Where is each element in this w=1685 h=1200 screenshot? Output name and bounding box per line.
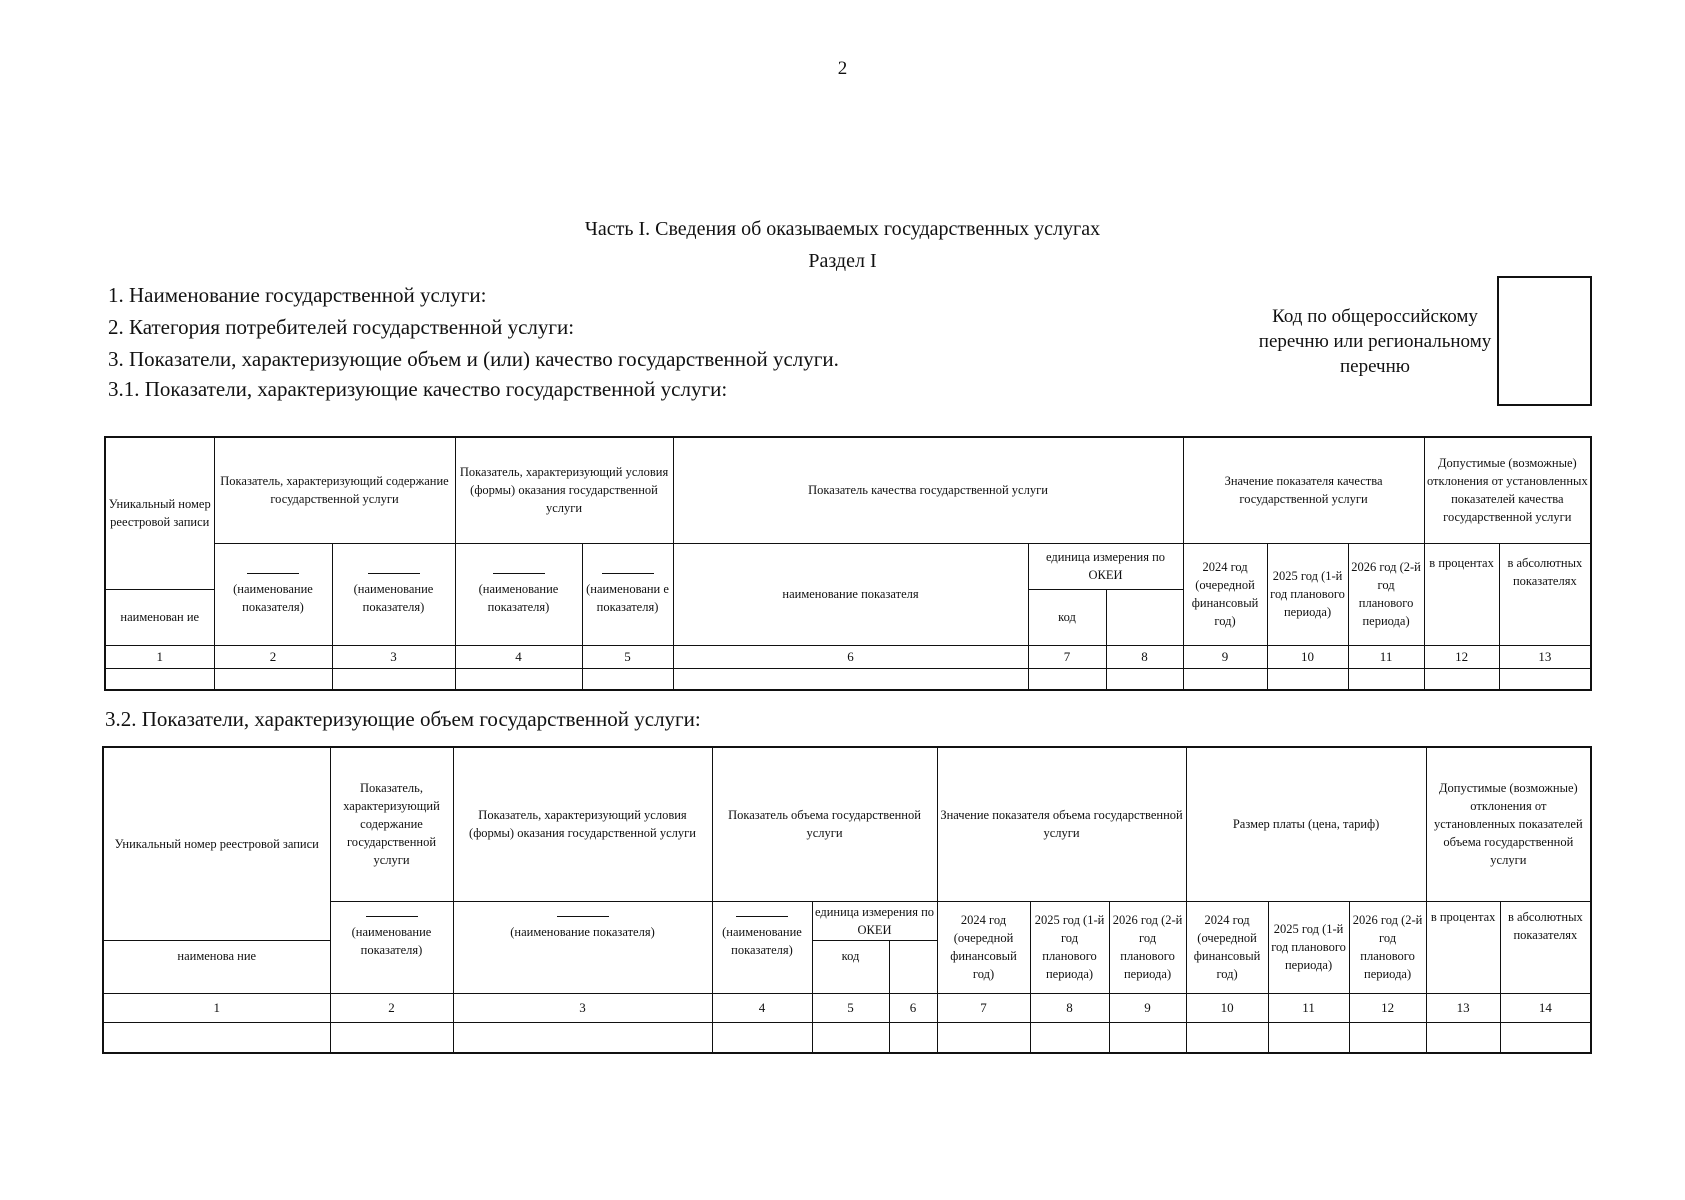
column-number: 7 [937, 993, 1030, 1022]
volume-indicator-1-header [712, 901, 812, 993]
column-number: 1 [105, 645, 214, 668]
blank-underline [493, 573, 545, 574]
page-number: 2 [837, 58, 848, 79]
column-number: 12 [1424, 645, 1499, 668]
column-number: 10 [1267, 645, 1348, 668]
table-cell[interactable] [103, 1022, 330, 1053]
column-number: 3 [453, 993, 712, 1022]
value-2024-header: 2024 год (очередной финансовый год) [937, 901, 1030, 993]
absolute-header: в абсолютных показателях [1499, 543, 1591, 645]
quality-value-header: Значение показателя качества государственной услуги [1183, 437, 1424, 543]
content-indicator-header: Показатель, характеризующий содержание государственной услуги [330, 747, 453, 901]
table-cell[interactable] [1106, 668, 1183, 690]
okei-unit-header: единица измерения по ОКЕИ [812, 901, 937, 940]
allowed-deviation-header: Допустимые (возможные) отклонения от установленных показателей объема государственной услуги [1426, 747, 1591, 901]
table-cell[interactable] [455, 668, 582, 690]
column-number: 6 [673, 645, 1028, 668]
table-cell[interactable] [1348, 668, 1424, 690]
indicator-name-caption: (наименование показателя) [233, 581, 313, 614]
conditions-indicator-2-header [582, 543, 673, 645]
blank-underline [368, 573, 420, 574]
table-cell[interactable] [1030, 1022, 1109, 1053]
unit-name-header: наименова ние [103, 940, 330, 993]
table-cell[interactable] [889, 1022, 937, 1053]
column-number: 2 [330, 993, 453, 1022]
table-cell[interactable] [1426, 1022, 1500, 1053]
column-number: 1 [103, 993, 330, 1022]
column-number: 12 [1349, 993, 1426, 1022]
table-cell[interactable] [1500, 1022, 1591, 1053]
volume-indicators-table [102, 746, 1592, 1054]
quality-indicators-heading: 3.1. Показатели, характеризующие качество государственной услуги: [108, 377, 728, 401]
percent-header: в процентах [1426, 901, 1500, 993]
column-number: 8 [1030, 993, 1109, 1022]
quality-indicators-table [104, 436, 1592, 691]
unique-record-number-header: Уникальный номер реестровой записи [105, 437, 214, 589]
indicator-name-caption: (наименование показателя) [478, 581, 559, 614]
conditions-indicator-header: Показатель, характеризующий условия (формы) оказания государственной услуги [453, 747, 712, 901]
blank-underline [247, 573, 299, 574]
column-number: 5 [812, 993, 889, 1022]
allowed-deviation-header: Допустимые (возможные) отклонения от установленных показателей качества государственной услуги [1424, 437, 1591, 543]
indicators-line: 3. Показатели, характеризующие объем и (или) качество государственной услуги. [108, 347, 839, 371]
table-cell[interactable] [1028, 668, 1106, 690]
consumer-category-line: 2. Категория потребителей государственной услуги: [108, 315, 575, 339]
column-number: 11 [1268, 993, 1349, 1022]
table-cell[interactable] [1109, 1022, 1186, 1053]
column-number: 4 [712, 993, 812, 1022]
unique-record-number-header: Уникальный номер реестровой записи [103, 747, 330, 940]
content-indicator-header: Показатель, характеризующий содержание государственной услуги [214, 437, 455, 543]
table-cell[interactable] [332, 668, 455, 690]
section-title: Раздел I [808, 250, 877, 272]
table-cell[interactable] [1186, 1022, 1268, 1053]
blank-underline [602, 573, 654, 574]
indicator-name-caption: (наименование показателя) [722, 924, 802, 957]
table-cell[interactable] [673, 668, 1028, 690]
year-2026-header: 2026 год (2-й год планового периода) [1348, 543, 1424, 645]
unit-code-header: код [812, 940, 889, 993]
table-row [105, 668, 1591, 690]
conditions-indicator-1-header [455, 543, 582, 645]
column-number: 5 [582, 645, 673, 668]
content-indicator-2-header [332, 543, 455, 645]
column-number: 4 [455, 645, 582, 668]
indicator-name-caption: (наименование показателя) [351, 924, 432, 957]
blank-underline [366, 916, 418, 917]
okei-unit-header: единица измерения по ОКЕИ [1028, 543, 1183, 589]
indicator-name-caption: (наименование показателя) [510, 924, 655, 939]
column-number: 8 [1106, 645, 1183, 668]
year-2024-header: 2024 год (очередной финансовый год) [1183, 543, 1267, 645]
registry-code-box[interactable] [1497, 276, 1592, 406]
table-cell[interactable] [937, 1022, 1030, 1053]
year-2025-header: 2025 год (1-й год планового периода) [1267, 543, 1348, 645]
part-title: Часть I. Сведения об оказываемых государственных услугах [584, 218, 1101, 240]
table-cell[interactable] [453, 1022, 712, 1053]
content-indicator-1-header [330, 901, 453, 993]
conditions-indicator-1-header [453, 901, 712, 993]
volume-indicators-heading: 3.2. Показатели, характеризующие объем государственной услуги: [105, 707, 701, 731]
column-number: 2 [214, 645, 332, 668]
blank-underline [736, 916, 788, 917]
table-cell[interactable] [1349, 1022, 1426, 1053]
table-cell[interactable] [330, 1022, 453, 1053]
unit-name-header: наименован ие [105, 589, 214, 645]
column-number: 9 [1183, 645, 1267, 668]
table-cell[interactable] [1499, 668, 1591, 690]
indicator-name-header: наименование показателя [673, 543, 1028, 645]
table-cell[interactable] [214, 668, 332, 690]
indicator-name-caption: (наименовани е показателя) [586, 581, 669, 614]
fee-2026-header: 2026 год (2-й год планового периода) [1349, 901, 1426, 993]
content-indicator-1-header [214, 543, 332, 645]
blank-underline [557, 916, 609, 917]
fee-2024-header: 2024 год (очередной финансовый год) [1186, 901, 1268, 993]
column-number: 10 [1186, 993, 1268, 1022]
conditions-indicator-header: Показатель, характеризующий условия (формы) оказания государственной услуги [455, 437, 673, 543]
table-cell[interactable] [812, 1022, 889, 1053]
column-number: 3 [332, 645, 455, 668]
table-cell[interactable] [1268, 1022, 1349, 1053]
fee-header: Размер платы (цена, тариф) [1186, 747, 1426, 901]
column-number: 13 [1426, 993, 1500, 1022]
indicator-name-caption: (наименование показателя) [353, 581, 434, 614]
column-number: 11 [1348, 645, 1424, 668]
column-number: 13 [1499, 645, 1591, 668]
table-row [103, 1022, 1591, 1053]
value-2025-header: 2025 год (1-й год планового периода) [1030, 901, 1109, 993]
column-number: 6 [889, 993, 937, 1022]
value-2026-header: 2026 год (2-й год планового периода) [1109, 901, 1186, 993]
table-cell[interactable] [712, 1022, 812, 1053]
table-cell[interactable] [105, 668, 214, 690]
table-cell[interactable] [1267, 668, 1348, 690]
volume-value-header: Значение показателя объема государственной услуги [937, 747, 1186, 901]
service-name-line: 1. Наименование государственной услуги: [108, 283, 487, 307]
registry-code-label: Код по общероссийскому перечню или региональному перечню [1258, 306, 1492, 377]
column-number: 7 [1028, 645, 1106, 668]
column-number: 14 [1500, 993, 1591, 1022]
quality-indicator-header: Показатель качества государственной услуги [673, 437, 1183, 543]
percent-header: в процентах [1424, 543, 1499, 645]
absolute-header: в абсолютных показателях [1500, 901, 1591, 993]
table-cell[interactable] [1424, 668, 1499, 690]
table-cell[interactable] [1183, 668, 1267, 690]
table-cell[interactable] [582, 668, 673, 690]
fee-2025-header: 2025 год (1-й год планового периода) [1268, 901, 1349, 993]
column-number: 9 [1109, 993, 1186, 1022]
volume-indicator-header: Показатель объема государственной услуги [712, 747, 937, 901]
unit-code-header: код [1028, 589, 1106, 645]
